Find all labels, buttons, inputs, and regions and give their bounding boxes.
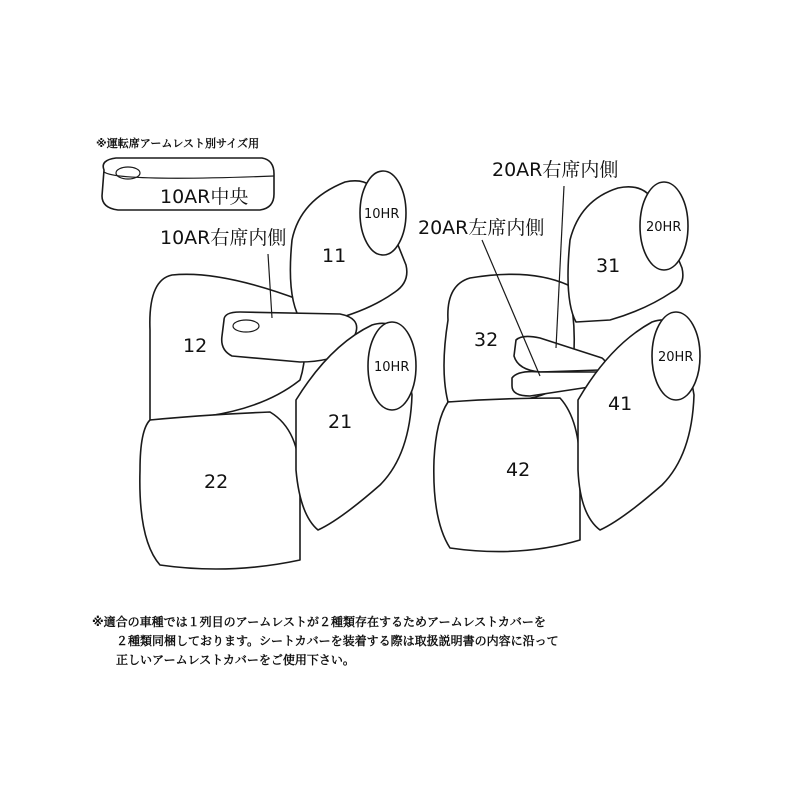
top-note: ※運転席アームレスト別サイズ用: [96, 137, 260, 150]
headrest-31-label: 20HR: [646, 220, 682, 235]
seat-42-label: 42: [506, 459, 531, 481]
headrest-41-label: 20HR: [658, 350, 694, 365]
callout-20ar-right: 20AR右席内側: [492, 159, 619, 181]
callout-10ar-right: 10AR右席内側: [160, 227, 287, 249]
armrest-10ar-center: [102, 158, 274, 210]
seat-21-label: 21: [328, 411, 353, 433]
seat-32-label: 32: [474, 329, 499, 351]
seat-31-label: 31: [596, 255, 621, 277]
seat-12-label: 12: [183, 335, 208, 357]
headrest-21-label: 10HR: [374, 360, 410, 375]
armrest-center-label: 10AR中央: [160, 186, 249, 208]
footnote-line-1: ※適合の車種では１列目のアームレストが２種類存在するためアームレストカバーを: [92, 615, 546, 629]
seat-22-label: 22: [204, 471, 229, 493]
callout-20ar-left: 20AR左席内側: [418, 217, 545, 239]
seat-11-label: 11: [322, 245, 347, 267]
seat-41-label: 41: [608, 393, 633, 415]
footnote-line-3: 正しいアームレストカバーをご使用下さい。: [116, 653, 355, 667]
footnote-line-2: ２種類同梱しております。シートカバーを装着する際は取扱説明書の内容に沿って: [116, 634, 559, 648]
headrest-11-label: 10HR: [364, 207, 400, 222]
